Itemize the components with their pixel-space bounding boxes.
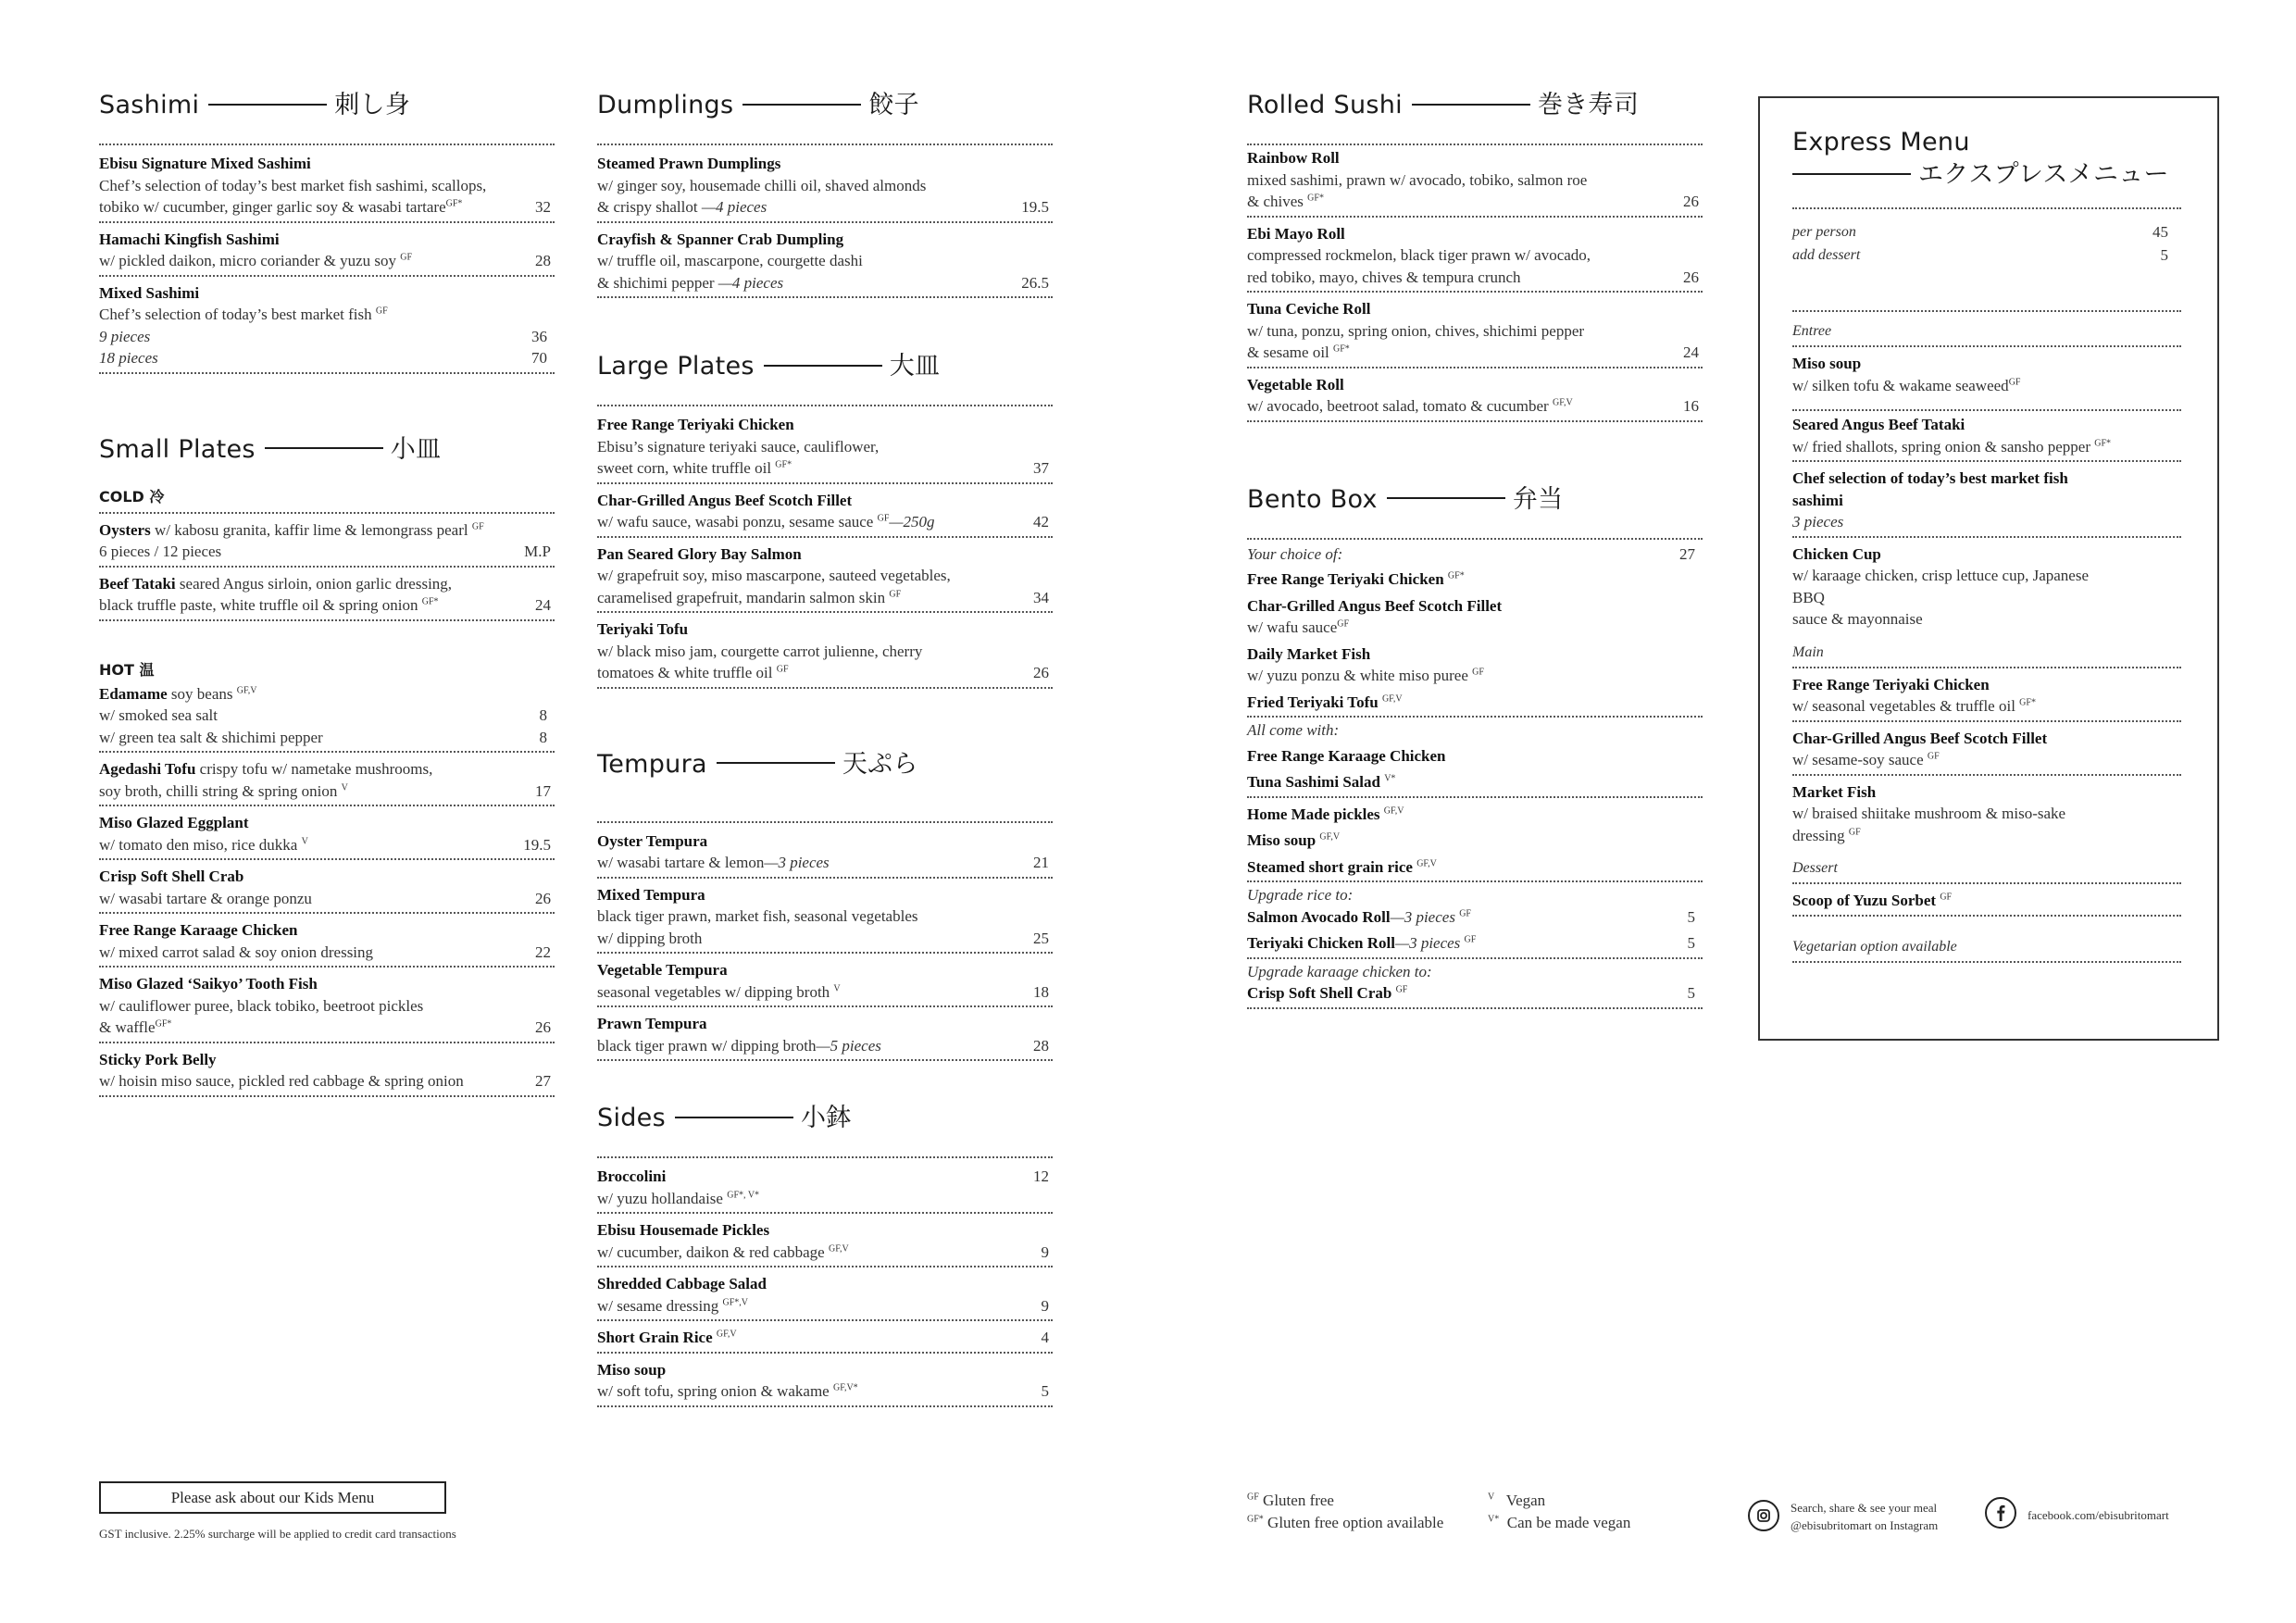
menu-item: Mixed Sashimi Chef’s selection of today’s best market fish $^{GF}$ 9 pieces 36 18 pieces 70 (99, 277, 555, 374)
subheading-cold: COLD 冷 (99, 485, 555, 514)
menu-item: Chicken Cup w/ karaage chicken, crisp lettuce cup, Japanese BBQ sauce & mayonnaise (1792, 544, 2090, 628)
menu-item: Broccolini w/ yuzu hollandaise $^{GF*, V*}$ 12 (597, 1158, 1053, 1214)
menu-item: Ebisu Housemade Pickles w/ cucumber, daikon & red cabbage $^{GF,V}$ 9 (597, 1214, 1053, 1267)
vegetarian-note: Vegetarian option available (1792, 917, 2181, 963)
express-entree-label: Entree (1792, 312, 2181, 347)
bento-all-come-with: All come with: Free Range Karaage Chicken Tuna Sashimi Salad $^{V*}$ (1247, 718, 1703, 798)
menu-item: Crisp Soft Shell Crab w/ wasabi tartare & orange ponzu 26 (99, 860, 555, 914)
gst-note: GST inclusive. 2.25% surcharge will be applied to credit card transactions (99, 1527, 456, 1541)
express-menu-title-jp: エクスプレスメニュー (1792, 162, 2181, 209)
menu-item: Crayfish & Spanner Crab Dumpling w/ truffle oil, mascarpone, courgette dashi & shichimi pepper —4 pieces 26.5 (597, 223, 1053, 299)
menu-item: Teriyaki Tofu w/ black miso jam, courgette carrot julienne, cherry tomatoes & white truffle oil $^{GF}$ 26 (597, 613, 1053, 689)
instagram-text: Search, share & see your meal @ebisubritomart on Instagram (1791, 1501, 1939, 1532)
menu-item: Ebi Mayo Roll compressed rockmelon, black tiger prawn w/ avocado, red tobiko, mayo, chives & tempura crunch 26 (1247, 218, 1703, 293)
menu-item: Short Grain Rice $^{GF,V}$ 4 (597, 1321, 1053, 1354)
express-pricing: per person 45 add dessert 5 (1792, 209, 2181, 312)
subheading-hot: HOT 温 (99, 660, 155, 679)
menu-item: Miso soup w/ soft tofu, spring onion & wakame $^{GF,V*}$ 5 (597, 1354, 1053, 1407)
facebook-link[interactable]: facebook.com/ebisubritomart (2028, 1508, 2169, 1522)
section-title-tempura: Tempura 天ぷら (597, 752, 1053, 823)
menu-item (1792, 398, 2181, 414)
express-menu-title: Express Menu (1792, 128, 1970, 156)
express-menu-panel (1758, 96, 2219, 1041)
menu-item: Market Fish w/ braised shiitake mushroom & miso-sake dressing $^{GF}$ (1792, 782, 2066, 844)
menu-item: Char-Grilled Angus Beef Scotch Fillet w/ sesame-soy sauce $^{GF}$ (1792, 722, 2181, 776)
column-1 (99, 93, 555, 1097)
instagram-icon[interactable] (1748, 1500, 1779, 1531)
menu-item: Seared Angus Beef Tataki w/ fried shallots, spring onion & sansho pepper $^{GF*}$ (1792, 414, 2181, 462)
bento-choices: Your choice of: 27 Free Range Teriyaki Chicken $^{GF*}$ Char-Grilled Angus Beef Scotch Fillet w/ wafu sauce$^{GF}$ Daily Market Fish w/ yuzu ponzu & white miso puree $^{GF}$ Fried Teriyaki Tofu $^{GF,V}$ (1247, 540, 1703, 718)
express-dessert-label: Dessert (1792, 849, 2181, 884)
menu-item: Prawn Tempura black tiger prawn w/ dipping broth—5 pieces 28 (597, 1007, 1053, 1061)
section-title-small-plates: Small Plates 小皿 (99, 434, 442, 464)
menu-item: Agedashi Tofu crispy tofu w/ nametake mushrooms, soy broth, chilli string & spring onion $^V$ 17 (99, 753, 555, 806)
menu-item: Free Range Karaage Chicken w/ mixed carrot salad & soy onion dressing 22 (99, 914, 555, 968)
menu-item: Beef Tataki seared Angus sirloin, onion garlic dressing, black truffle paste, white truffle oil & spring onion $^{GF*}$ 24 (99, 568, 555, 621)
menu-item: Oyster Tempura w/ wasabi tartare & lemon—3 pieces 21 (597, 823, 1053, 879)
menu-item: Edamame soy beans $^{GF,V}$ w/ smoked sea salt 8 w/ green tea salt & shichimi pepper 8 (99, 681, 555, 754)
menu-item: Shredded Cabbage Salad w/ sesame dressing $^{GF*,V}$ 9 (597, 1267, 1053, 1321)
menu-item: Chef selection of today’s best market fish sashimi 3 pieces (1792, 462, 2181, 538)
menu-item: Miso soup w/ silken tofu & wakame seaweed$^{GF}$ (1792, 347, 2181, 411)
menu-item: Tuna Ceviche Roll w/ tuna, ponzu, spring onion, chives, shichimi pepper & sesame oil $^{GF*}$ 24 (1247, 293, 1703, 368)
menu-item: Char-Grilled Angus Beef Scotch Fillet w/ wafu sauce, wasabi ponzu, sesame sauce $^{GF}$—250g 42 (597, 484, 1053, 538)
legend-gluten: $^{GF}$ Gluten free $^{GF*}$ Gluten free option available (1247, 1492, 1444, 1531)
section-title-sides: Sides 小鉢 (597, 1105, 1053, 1158)
express-main-label: Main (1792, 633, 2181, 668)
bento-upgrade-rice: Upgrade rice to: Salmon Avocado Roll—3 pieces $^{GF}$ 5 Teriyaki Chicken Roll—3 pieces $^{GF}$ 5 (1247, 882, 1703, 959)
menu-item: Miso Glazed ‘Saikyo’ Tooth Fish w/ cauliflower puree, black tobiko, beetroot pickles & waffle$^{GF*}$ 26 (99, 968, 555, 1043)
column-2 (597, 93, 1053, 1407)
menu-item: Scoop of Yuzu Sorbet $^{GF}$ (1792, 884, 2181, 917)
menu-item: Steamed Prawn Dumplings w/ ginger soy, housemade chilli oil, shaved almonds & crispy shallot —4 pieces 19.5 (597, 145, 1053, 223)
section-title-rolled-sushi: Rolled Sushi 巻き寿司 (1247, 93, 1703, 145)
bento-upgrade-chicken: Upgrade karaage chicken to: Crisp Soft Shell Crab $^{GF}$ 5 (1247, 959, 1703, 1009)
menu-item: Ebisu Signature Mixed Sashimi Chef’s selection of today’s best market fish sashimi, scallops, tobiko w/ cucumber, ginger garlic soy & wasabi tartare$^{GF*}$ 32 (99, 145, 555, 223)
column-3 (1247, 93, 1703, 1009)
menu-item: Sticky Pork Belly w/ hoisin miso sauce, pickled red cabbage & spring onion 27 (99, 1043, 555, 1097)
menu-item: Vegetable Tempura seasonal vegetables w/ dipping broth $^V$ 18 (597, 954, 1053, 1007)
section-title-sashimi: Sashimi 刺し身 (99, 93, 555, 145)
menu-item: Oysters w/ kabosu granita, kaffir lime & lemongrass pearl $^{GF}$ 6 pieces / 12 pieces M.P (99, 514, 555, 568)
section-title-large-plates: Large Plates 大皿 (597, 354, 1053, 406)
section-title-dumplings: Dumplings 餃子 (597, 93, 1053, 145)
facebook-icon[interactable] (1985, 1497, 2016, 1529)
menu-item: Rainbow Roll mixed sashimi, prawn w/ avocado, tobiko, salmon roe & chives $^{GF*}$ 26 (1247, 145, 1703, 218)
menu-item: Free Range Teriyaki Chicken w/ seasonal vegetables & truffle oil $^{GF*}$ (1792, 668, 2181, 722)
menu-item: Free Range Teriyaki Chicken Ebisu’s signature teriyaki sauce, cauliflower, sweet corn, white truffle oil $^{GF*}$ 37 (597, 406, 1053, 484)
menu-item: Mixed Tempura black tiger prawn, market fish, seasonal vegetables w/ dipping broth 25 (597, 879, 1053, 955)
menu-item: Miso Glazed Eggplant w/ tomato den miso, rice dukka $^V$ 19.5 (99, 806, 555, 860)
legend-vegan: $^V$ Vegan $^{V*}$ Can be made vegan (1488, 1492, 1631, 1531)
bento-extras: Home Made pickles $^{GF,V}$ Miso soup $^{GF,V}$ Steamed short grain rice $^{GF,V}$ (1247, 798, 1703, 883)
kids-menu-box: Please ask about our Kids Menu (99, 1481, 446, 1514)
menu-item: Pan Seared Glory Bay Salmon w/ grapefruit soy, miso mascarpone, sauteed vegetables, caramelised grapefruit, mandarin salmon skin $^{GF}$ 34 (597, 538, 1053, 614)
menu-item: Hamachi Kingfish Sashimi w/ pickled daikon, micro coriander & yuzu soy $^{GF}$ 28 (99, 223, 555, 277)
section-title-bento-box: Bento Box 弁当 (1247, 487, 1703, 540)
menu-item: Vegetable Roll w/ avocado, beetroot salad, tomato & cucumber $^{GF,V}$ 16 (1247, 368, 1703, 422)
